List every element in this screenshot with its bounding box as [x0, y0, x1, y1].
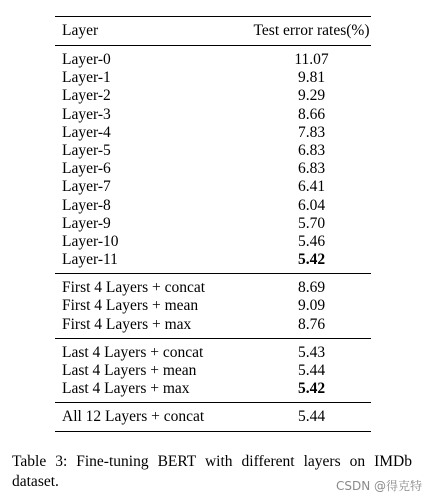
row-label: Layer-2 — [62, 87, 111, 105]
row-error-rate: 8.69 — [297, 279, 326, 297]
row-error-rate: 6.04 — [297, 196, 326, 214]
table-row — [55, 316, 371, 334]
row-error-rate: 9.81 — [297, 69, 326, 87]
table-row-group — [55, 46, 371, 273]
table-row — [55, 362, 371, 380]
table-row — [55, 142, 371, 160]
row-label: Layer-6 — [62, 160, 111, 178]
row-label: First 4 Layers + max — [62, 315, 192, 333]
row-label: Last 4 Layers + mean — [62, 362, 197, 379]
row-label: Last 4 Layers + concat — [62, 343, 204, 361]
row-error-rate: 5.43 — [297, 343, 326, 361]
table-row — [55, 251, 371, 269]
table-row — [55, 380, 371, 398]
table-row-group — [55, 274, 371, 338]
row-error-rate: 5.70 — [297, 214, 326, 232]
row-error-rate: 5.42 — [297, 380, 326, 398]
row-error-rate: 8.66 — [297, 105, 326, 123]
header-layer: Layer — [62, 22, 99, 39]
row-error-rate: 8.76 — [297, 315, 326, 333]
row-label: Layer-5 — [62, 141, 111, 159]
table-row — [55, 69, 371, 87]
row-label: Layer-11 — [62, 251, 118, 269]
row-error-rate: 5.42 — [297, 251, 326, 269]
row-error-rate: 5.44 — [297, 408, 326, 426]
row-error-rate: 9.09 — [297, 297, 326, 315]
bottom-rule — [55, 431, 371, 432]
row-label: Layer-9 — [62, 214, 111, 232]
row-label: Layer-1 — [62, 69, 111, 87]
row-label: Layer-0 — [62, 51, 111, 68]
row-error-rate: 6.41 — [297, 178, 326, 196]
table-row — [55, 51, 371, 69]
row-label: All 12 Layers + concat — [62, 408, 205, 426]
results-table — [55, 16, 371, 432]
row-error-rate: 5.46 — [297, 232, 326, 250]
table-row — [55, 106, 371, 124]
table-row-group — [55, 403, 371, 430]
row-error-rate: 9.29 — [297, 87, 326, 105]
row-error-rate: 5.44 — [297, 362, 326, 379]
table-row — [55, 87, 371, 105]
row-label: Layer-4 — [62, 123, 111, 141]
row-label: First 4 Layers + concat — [62, 279, 206, 297]
table-row — [55, 197, 371, 215]
table-row — [55, 297, 371, 315]
header-test-error: Test error rates(%) — [253, 22, 370, 39]
table-caption: Table 3: Fine-tuning BERT with different layers on IMDb dataset. — [12, 453, 412, 490]
row-error-rate: 6.83 — [297, 141, 326, 159]
row-error-rate: 11.07 — [294, 51, 329, 68]
table-row-group — [55, 339, 371, 403]
table-body — [55, 45, 371, 432]
row-label: Layer-3 — [62, 105, 111, 123]
row-label: Layer-8 — [62, 196, 111, 214]
row-error-rate: 6.83 — [297, 160, 326, 178]
row-error-rate: 7.83 — [297, 123, 326, 141]
row-label: Last 4 Layers + max — [62, 380, 190, 398]
table-row — [55, 124, 371, 142]
table-row — [55, 160, 371, 178]
watermark: CSDN @得克特 — [335, 479, 422, 493]
table-row — [55, 178, 371, 196]
row-label: Layer-7 — [62, 178, 111, 196]
table-row — [55, 344, 371, 362]
row-label: Layer-10 — [62, 232, 119, 250]
table-row — [55, 408, 371, 426]
table-row — [55, 233, 371, 251]
table-header-row — [55, 17, 371, 45]
table-row — [55, 215, 371, 233]
table-row — [55, 279, 371, 297]
row-label: First 4 Layers + mean — [62, 297, 199, 315]
